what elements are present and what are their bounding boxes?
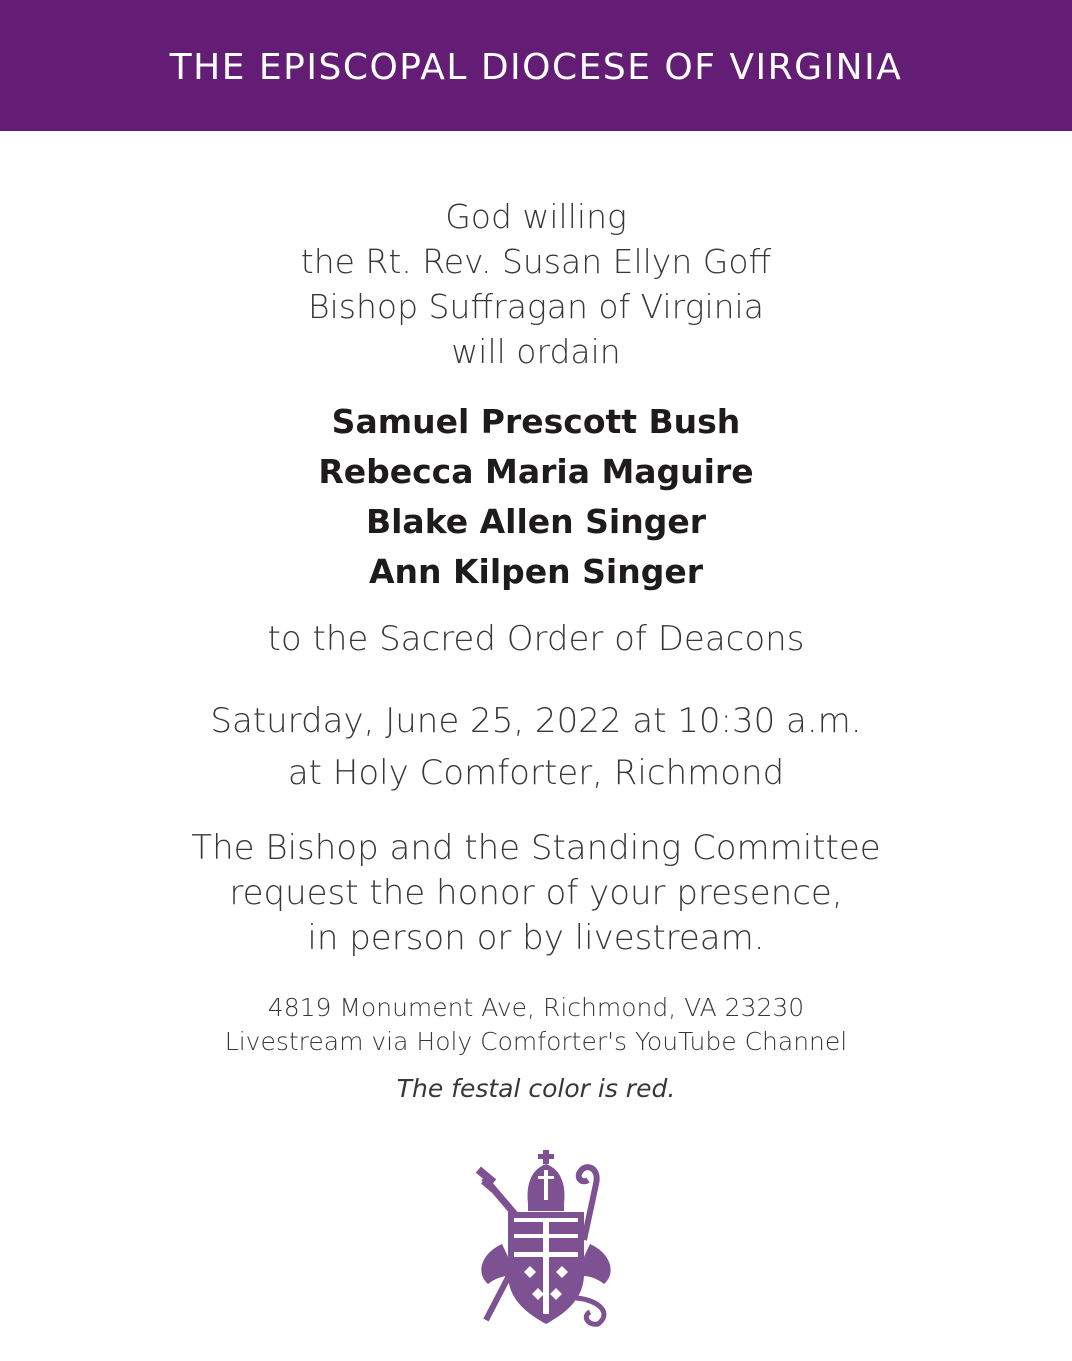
intro-line: God willing	[445, 197, 627, 236]
header-banner	[0, 0, 1072, 131]
livestream-note: Livestream via Holy Comforter's YouTube Channel	[224, 1027, 848, 1056]
intro-line: Bishop Suffragan of Virginia	[308, 287, 764, 326]
intro-block	[0, 194, 1072, 374]
street-address: 4819 Monument Ave, Richmond, VA 23230	[267, 993, 805, 1022]
ordinands-list	[0, 397, 1072, 597]
request-line: The Bishop and the Standing Committee	[191, 828, 881, 868]
request-line: request the honor of your presence,	[229, 873, 843, 913]
order-line: to the Sacred Order of Deacons	[267, 619, 805, 659]
event-place: at Holy Comforter, Richmond	[287, 753, 785, 793]
request-line: in person or by livestream.	[307, 918, 765, 958]
festal-color-note: The festal color is red.	[396, 1074, 676, 1103]
intro-line: the Rt. Rev. Susan Ellyn Goff	[300, 242, 772, 281]
address-block	[0, 991, 1072, 1059]
diocese-title: THE EPISCOPAL DIOCESE OF VIRGINIA	[169, 47, 903, 88]
event-date-time: Saturday, June 25, 2022 at 10:30 a.m.	[210, 701, 862, 741]
ordinand-name: Samuel Prescott Bush	[331, 402, 741, 441]
ordinand-name: Rebecca Maria Maguire	[318, 452, 754, 491]
diocesan-seal-icon	[472, 1148, 620, 1328]
request-block	[0, 826, 1072, 961]
intro-line: will ordain	[451, 332, 621, 371]
ordinand-name: Blake Allen Singer	[365, 502, 707, 541]
ordinand-name: Ann Kilpen Singer	[368, 552, 704, 591]
